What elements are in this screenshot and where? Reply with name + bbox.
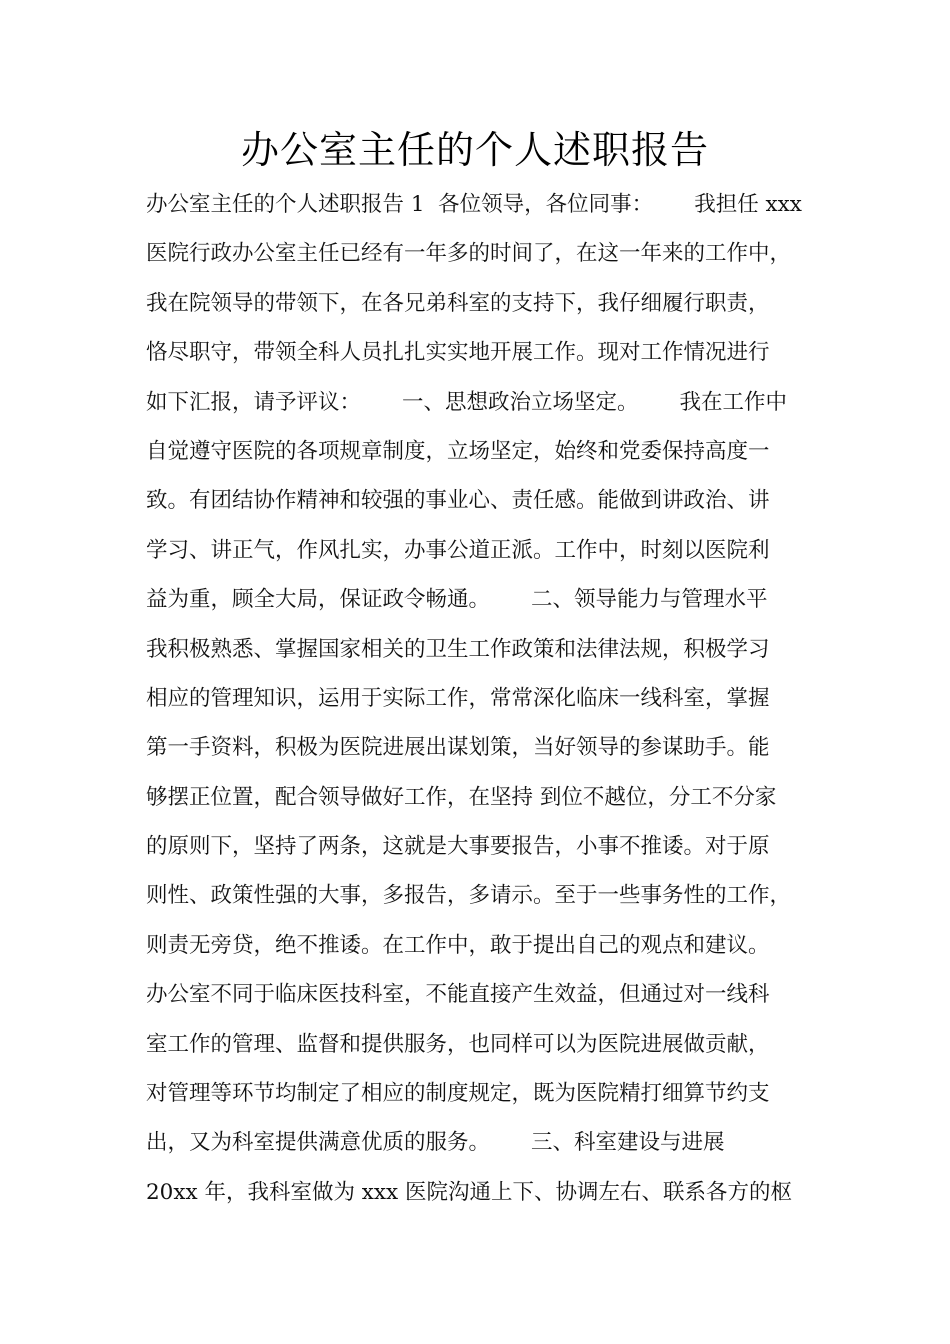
- body-line: 室工作的管理、监督和提供服务，也同样可以为医院进展做贡献，: [146, 1031, 770, 1057]
- body-line: 自觉遵守医院的各项规章制度，立场坚定，始终和党委保持高度一: [146, 438, 770, 464]
- body-line: 学习、讲正气，作风扎实，办事公道正派。工作中，时刻以医院利: [146, 537, 770, 563]
- body-line: 医院行政办公室主任已经有一年多的时间了，在这一年来的工作中，: [146, 241, 792, 267]
- body-line: 相应的管理知识，运用于实际工作，常常深化临床一线科室，掌握: [146, 685, 770, 711]
- body-line: 第一手资料，积极为医院进展出谋划策，当好领导的参谋助手。能: [146, 735, 770, 761]
- body-line: 恪尽职守，带领全科人员扎扎实实地开展工作。现对工作情况进行: [146, 340, 770, 366]
- body-line: 如下汇报，请予评议： 一、思想政治立场坚定。 我在工作中: [146, 389, 788, 415]
- body-line: 够摆正位置，配合领导做好工作，在坚持 到位不越位，分工不分家: [146, 784, 777, 810]
- body-line: 20xx 年，我科室做为 xxx 医院沟通上下、协调左右、联系各方的枢: [146, 1179, 792, 1205]
- body-line: 则性、政策性强的大事，多报告，多请示。至于一些事务性的工作，: [146, 883, 792, 909]
- body-line: 对管理等环节均制定了相应的制度规定，既为医院精打细算节约支: [146, 1081, 770, 1107]
- body-line: 出，又为科室提供满意优质的服务。 三、科室建设与进展: [146, 1130, 725, 1156]
- body-line: 办公室主任的个人述职报告 1 各位领导，各位同事： 我担任 xxx: [146, 192, 802, 217]
- body-line: 办公室不同于临床医技科室，不能直接产生效益，但通过对一线科: [146, 982, 770, 1008]
- document-title: 办公室主任的个人述职报告: [240, 128, 709, 172]
- body-line: 则责无旁贷，绝不推诿。在工作中，敢于提出自己的观点和建议。: [146, 932, 770, 958]
- body-line: 我在院领导的带领下，在各兄弟科室的支持下，我仔细履行职责，: [146, 290, 770, 316]
- body-line: 我积极熟悉、掌握国家相关的卫生工作政策和法律法规，积极学习: [146, 636, 770, 662]
- document-body: [146, 180, 826, 1217]
- body-line: 致。有团结协作精神和较强的事业心、责任感。能做到讲政治、讲: [146, 488, 770, 514]
- body-line: 益为重，顾全大局，保证政令畅通。 二、领导能力与管理水平: [146, 587, 768, 613]
- body-line: 的原则下，坚持了两条，这就是大事要报告，小事不推诿。对于原: [146, 834, 770, 860]
